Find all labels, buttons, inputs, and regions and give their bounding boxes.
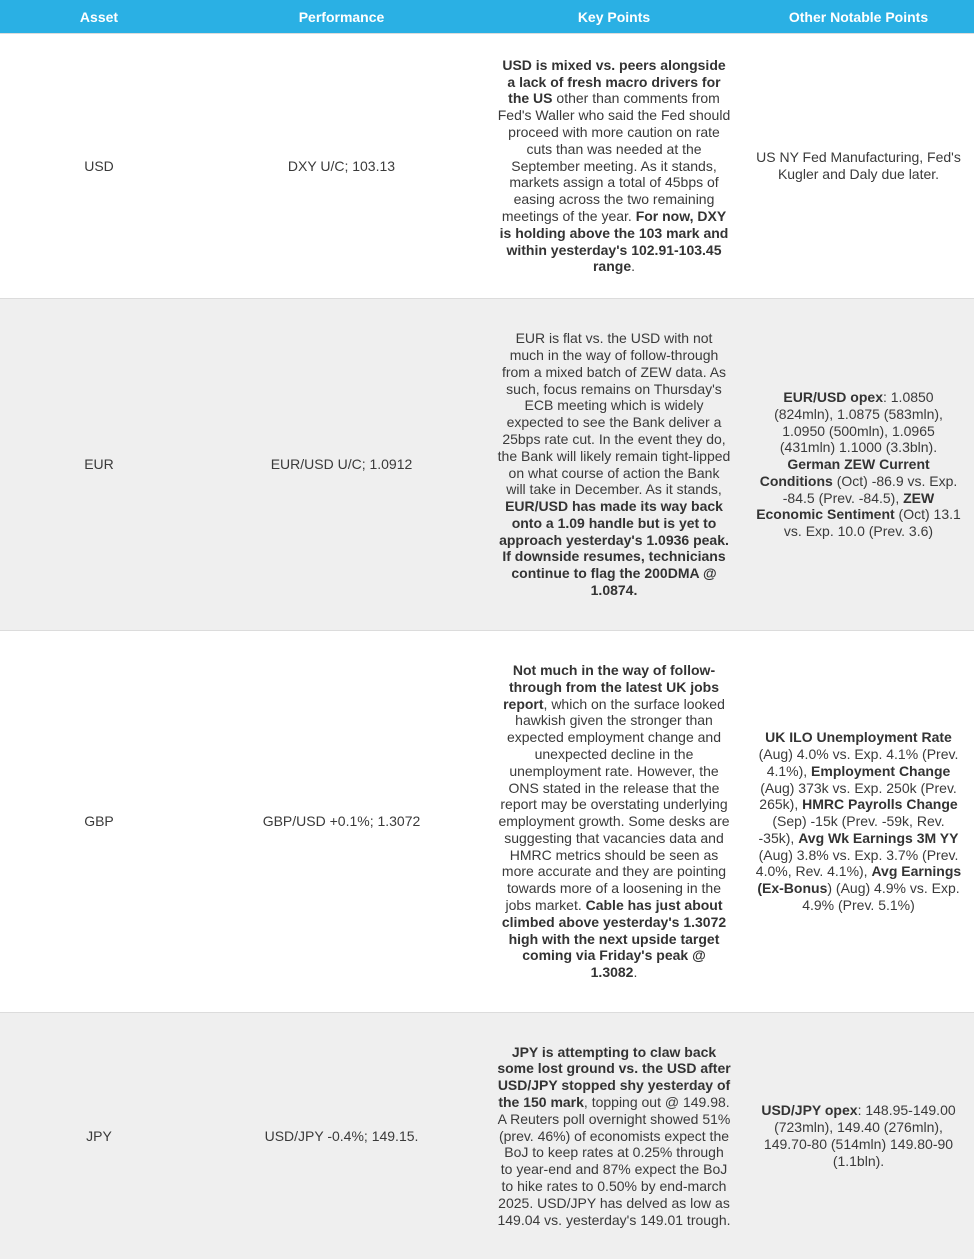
text-run: , topping out @ 149.98. A Reuters poll overnight showed 51% (prev. 46%) of economists expect the BoJ to keep rates at 0.25% through to year-end and 87% expect the BoJ to hike rates to 0.50% by end-march 2025. USD/JPY has delved as low as 149.04 vs. yesterday's 149.01 trough. bbox=[497, 1094, 730, 1228]
text-run: (Sep) -15k (Prev. -59k, Rev. -35k), bbox=[759, 813, 945, 846]
text-run: (Aug) 373k vs. Exp. 250k (Prev. 265k), bbox=[759, 780, 957, 813]
text-run: ) (Aug) 4.9% vs. Exp. 4.9% (Prev. 5.1%) bbox=[802, 880, 959, 913]
performance-cell: USD/JPY -0.4%; 149.15. bbox=[198, 1013, 485, 1259]
text-run: (Aug) 3.8% vs. Exp. 3.7% (Prev. 4.0%, Rev. 4.1%), bbox=[756, 847, 959, 880]
bold-text-run: USD is mixed vs. peers alongside a lack of fresh macro drivers for the US bbox=[502, 57, 725, 107]
text-run: (Oct) -86.9 vs. Exp. -84.5 (Prev. -84.5), bbox=[783, 473, 958, 506]
text-run: (Aug) 4.0% vs. Exp. 4.1% (Prev. 4.1%), bbox=[759, 746, 959, 779]
asset-cell: GBP bbox=[0, 631, 198, 1013]
text-run: US NY Fed Manufacturing, Fed's Kugler and Daly due later. bbox=[756, 149, 961, 182]
asset-cell: EUR bbox=[0, 299, 198, 631]
bold-text-run: Cable has just about climbed above yesterday's 1.3072 high with the next upside target coming via Friday's peak @ 1.3082 bbox=[502, 897, 726, 980]
table-body bbox=[0, 34, 974, 1259]
header-other-points: Other Notable Points bbox=[743, 0, 974, 34]
header-asset: Asset bbox=[0, 0, 198, 34]
bold-text-run: USD/JPY opex bbox=[761, 1102, 857, 1118]
bold-text-run: German ZEW Current Conditions bbox=[760, 456, 930, 489]
key-points-cell bbox=[485, 1013, 743, 1259]
asset-cell: JPY bbox=[0, 1013, 198, 1259]
bold-text-run: Avg Earnings (Ex-Bonus bbox=[757, 863, 961, 896]
bold-text-run: Not much in the way of follow-through from the latest UK jobs report bbox=[503, 662, 719, 712]
text-run: : 1.0850 (824mln), 1.0875 (583mln), 1.0950 (500mln), 1.0965 (431mln) 1.1000 (3.3bln). bbox=[774, 389, 943, 455]
bold-text-run: Employment Change bbox=[811, 763, 950, 779]
other-points-cell bbox=[743, 1013, 974, 1259]
other-points-cell bbox=[743, 631, 974, 1013]
table-row-gbp bbox=[0, 631, 974, 1013]
table-row-usd bbox=[0, 34, 974, 299]
key-points-cell bbox=[485, 631, 743, 1013]
performance-cell: DXY U/C; 103.13 bbox=[198, 34, 485, 299]
key-points-cell bbox=[485, 299, 743, 631]
bold-text-run: Avg Wk Earnings 3M YY bbox=[798, 830, 958, 846]
other-points-cell bbox=[743, 34, 974, 299]
header-performance: Performance bbox=[198, 0, 485, 34]
header-row bbox=[0, 0, 974, 34]
table-row-eur bbox=[0, 299, 974, 631]
text-run: : 148.95-149.00 (723mln), 149.40 (276mln), 149.70-80 (514mln) 149.80-90 (1.1bln). bbox=[764, 1102, 956, 1168]
text-run: (Oct) 13.1 vs. Exp. 10.0 (Prev. 3.6) bbox=[784, 506, 961, 539]
other-points-cell bbox=[743, 299, 974, 631]
header-key-points: Key Points bbox=[485, 0, 743, 34]
table-row-jpy bbox=[0, 1013, 974, 1259]
bold-text-run: EUR/USD opex bbox=[783, 389, 883, 405]
key-points-cell bbox=[485, 34, 743, 299]
table-header bbox=[0, 0, 974, 34]
text-run: . bbox=[633, 964, 637, 980]
performance-cell: GBP/USD +0.1%; 1.3072 bbox=[198, 631, 485, 1013]
bold-text-run: HMRC Payrolls Change bbox=[802, 796, 958, 812]
asset-cell: USD bbox=[0, 34, 198, 299]
text-run: , which on the surface looked hawkish given the stronger than expected employment change and unexpected decline in the unemployment rate. However, the ONS stated in the release that the report may be overstating underlying employment growth. Some desks are suggesting that vacancies data and HMRC metrics should be seen as more accurate and they are pointing towards more of a loosening in the jobs market. bbox=[498, 696, 729, 914]
bold-text-run: UK ILO Unemployment Rate bbox=[765, 729, 952, 745]
bold-text-run: ZEW Economic Sentiment bbox=[756, 490, 934, 523]
performance-cell: EUR/USD U/C; 1.0912 bbox=[198, 299, 485, 631]
bold-text-run: EUR/USD has made its way back onto a 1.09 handle but is yet to approach yesterday's 1.0936 peak. If downside resumes, technicians continue to flag the 200DMA @ 1.0874. bbox=[499, 498, 729, 598]
text-run: . bbox=[631, 258, 635, 274]
bold-text-run: JPY is attempting to claw back some lost ground vs. the USD after USD/JPY stopped shy yesterday of the 150 mark bbox=[497, 1044, 730, 1110]
text-run: other than comments from Fed's Waller who said the Fed should proceed with more caution on rate cuts than was needed at the September meeting. As it stands, markets assign a total of 45bps of easing across the two remaining meetings of the year. bbox=[498, 90, 731, 224]
bold-text-run: For now, DXY is holding above the 103 mark and within yesterday's 102.91-103.45 range bbox=[500, 208, 729, 274]
text-run: EUR is flat vs. the USD with not much in the way of follow-through from a mixed batch of ZEW data. As such, focus remains on Thursday's ECB meeting which is widely expected to see the Bank deliver a 25bps rate cut. In the event they do, the Bank will likely remain tight-lipped on what course of action the Bank will take in December. As it stands, bbox=[498, 330, 731, 497]
